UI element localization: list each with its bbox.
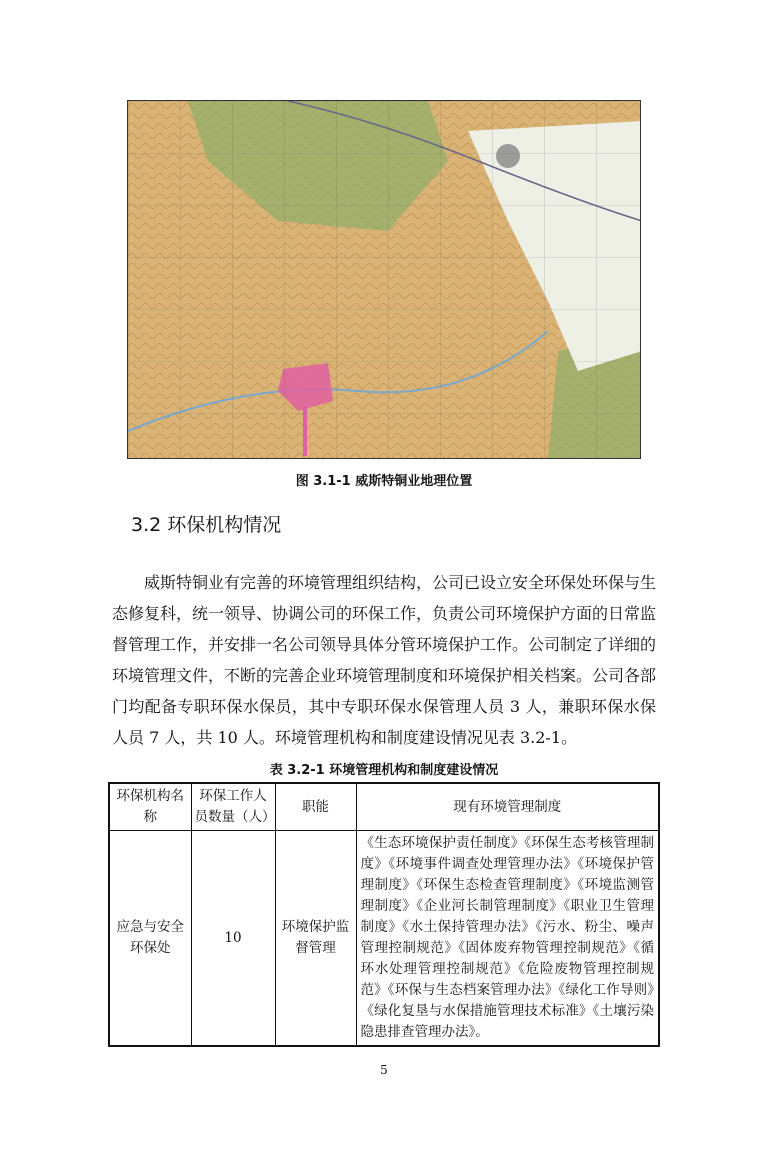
- header-org-name: 环保机构名称: [109, 783, 191, 831]
- cell-org-name: 应急与安全环保处: [109, 831, 191, 1047]
- page-number: 5: [380, 1063, 388, 1077]
- section-heading: 3.2 环保机构情况: [131, 514, 282, 536]
- management-table: [108, 782, 660, 1047]
- table-caption: 表 3.2-1 环境管理机构和制度建设情况: [269, 763, 499, 778]
- header-rules: 现有环境管理制度: [356, 783, 659, 831]
- table-row: [109, 831, 659, 1047]
- figure-caption: 图 3.1-1 威斯特铜业地理位置: [295, 474, 473, 489]
- location-map: [127, 100, 641, 459]
- cell-function: 环境保护监督管理: [275, 831, 356, 1047]
- header-function: 职能: [275, 783, 356, 831]
- body-paragraph: 威斯特铜业有完善的环境管理组织结构，公司已设立安全环保处环保与生态修复科，统一领导、协调公司的环保工作，负责公司环境保护方面的日常监督管理工作，并安排一名公司领导具体分管环境保护工作。公司制定了详细的环境管理文件，不断的完善企业环境管理制度和环境保护相关档案。公司各部门均配备专职环保水保员，其中专职环保水保管理人员 3 人，兼职环保水保人员 7 人，共 10 人。环境管理机构和制度建设情况见表 3.2-1。: [112, 573, 657, 747]
- topographic-map-image: [128, 101, 641, 459]
- cell-staff-count: 10: [191, 831, 275, 1047]
- table-header-row: [109, 783, 659, 831]
- header-staff-count: 环保工作人员数量（人）: [191, 783, 275, 831]
- cell-rules: 《生态环境保护责任制度》《环保生态考核管理制度》《环境事件调查处理管理办法》《环境保护管理制度》《环保生态检查管理制度》《环境监测管理制度》《企业河长制管理制度》《职业卫生管理制度》《水土保持管理办法》《污水、粉尘、噪声管理控制规范》《固体废弃物管理控制规范》《循环水处理管理控制规范》《危险废物管理控制规范》《环保与生态档案管理办法》《绿化工作导则》《绿化复垦与水保措施管理技术标准》《土壤污染隐患排查管理办法》。: [356, 831, 659, 1047]
